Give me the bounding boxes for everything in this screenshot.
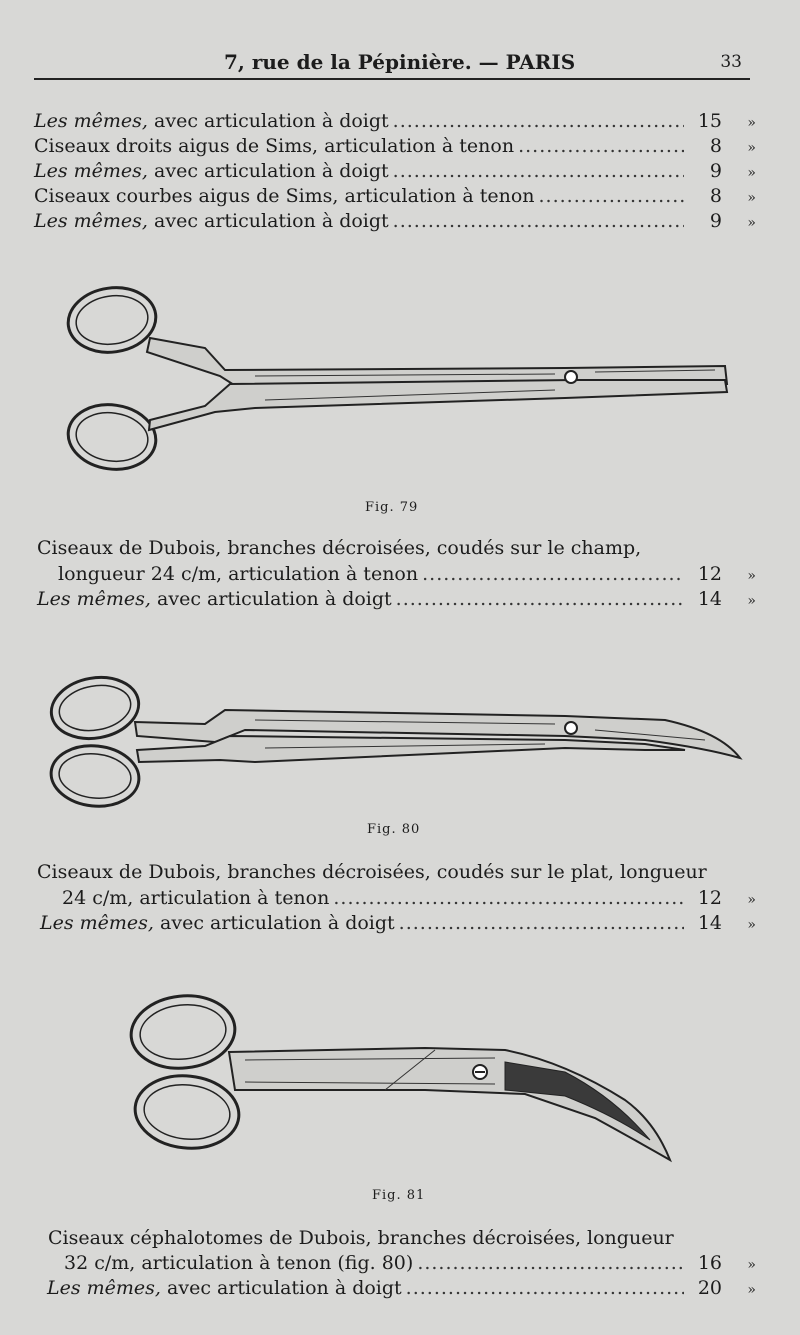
item-price: 12 [697,563,722,585]
item-price: 12 [697,887,722,909]
scissors-fig80-illustration [45,670,745,815]
dot-leader [399,911,684,936]
price-line [37,587,756,614]
item-price: 8 [709,135,722,157]
item-text: longueur 24 c/m, articulation à tenon [58,563,419,585]
dot-leader [396,587,684,612]
item-description [37,860,756,885]
franc-mark: » [747,593,756,609]
franc-mark: » [747,140,756,156]
price-line [47,1276,756,1303]
page-number: 33 [720,52,742,72]
item-text: Ciseaux droits aigus de Sims, articulation à tenon [34,135,515,157]
item-price: 16 [697,1252,722,1274]
item-text: avec articulation à doigt [150,588,392,610]
dot-leader [422,562,684,587]
item-text: Ciseaux de Dubois, branches décroisées, coudés sur le plat, longueur [37,861,707,883]
price-line [58,562,756,589]
item-text: avec articulation à doigt [147,210,389,232]
price-line [34,209,756,236]
price-line [34,184,756,211]
franc-mark: » [747,1257,756,1273]
dot-leader [393,209,684,234]
scissors-fig81-illustration [125,990,680,1170]
item-text: 32 c/m, articulation à tenon (fig. 80) [64,1252,414,1274]
dot-leader [518,134,684,159]
item-lead: Les mêmes, [34,210,148,232]
franc-mark: » [747,1282,756,1298]
item-price: 9 [709,160,722,182]
franc-mark: » [747,165,756,181]
dot-leader [406,1276,684,1301]
franc-mark: » [747,568,756,584]
header-title: 7, rue de la Pépinière. — PARIS [224,50,576,74]
franc-mark: » [747,190,756,206]
dot-leader [393,109,684,134]
price-line [40,911,756,938]
item-price: 14 [697,588,722,610]
figure-caption: Fig. 81 [372,1188,426,1203]
item-text: avec articulation à doigt [147,110,389,132]
franc-mark: » [747,892,756,908]
page-header [34,50,750,80]
dot-leader [393,159,684,184]
item-price: 9 [709,210,722,232]
item-lead: Les mêmes, [47,1277,161,1299]
item-text: avec articulation à doigt [147,160,389,182]
item-price: 8 [709,185,722,207]
item-description [37,536,756,561]
item-lead: Les mêmes, [34,110,148,132]
item-text: avec articulation à doigt [160,1277,402,1299]
price-line [34,109,756,136]
item-description [48,1226,756,1251]
item-price: 20 [697,1277,722,1299]
dot-leader [539,184,685,209]
item-lead: Les mêmes, [34,160,148,182]
item-text: Ciseaux céphalotomes de Dubois, branches décroisées, longueur [48,1227,674,1249]
item-lead: Les mêmes, [37,588,151,610]
scissors-fig79-illustration [55,280,745,480]
franc-mark: » [747,115,756,131]
item-text: Ciseaux de Dubois, branches décroisées, coudés sur le champ, [37,537,642,559]
franc-mark: » [747,215,756,231]
item-lead: Les mêmes, [40,912,154,934]
item-price: 14 [697,912,722,934]
figure-caption: Fig. 79 [365,500,419,515]
price-line [64,1251,756,1278]
item-text: Ciseaux courbes aigus de Sims, articulation à tenon [34,185,535,207]
item-text: avec articulation à doigt [153,912,395,934]
item-text: 24 c/m, articulation à tenon [62,887,330,909]
figure-caption: Fig. 80 [367,822,421,837]
price-line [62,886,756,913]
price-line [34,134,756,161]
dot-leader [417,1251,684,1276]
franc-mark: » [747,917,756,933]
dot-leader [333,886,684,911]
price-line [34,159,756,186]
item-price: 15 [697,110,722,132]
